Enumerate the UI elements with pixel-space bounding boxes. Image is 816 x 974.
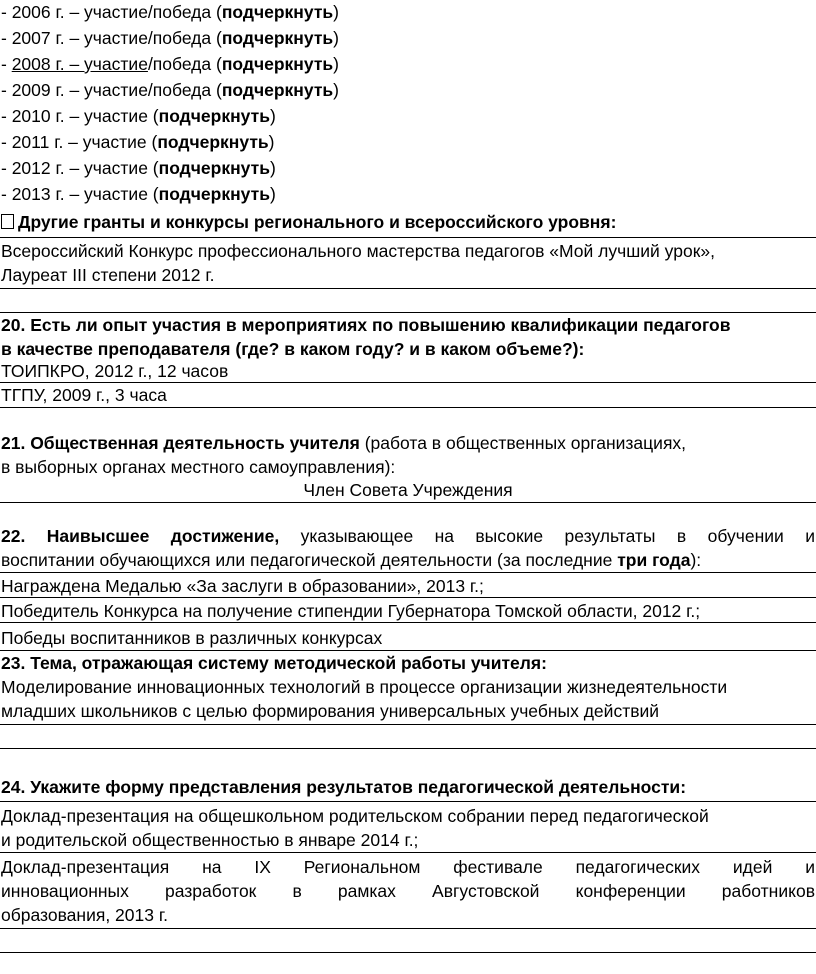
q20-heading-1: 20. Есть ли опыт участия в мероприятиях по повышению квалификации педагогов <box>1 315 731 335</box>
year-line <box>1 78 815 102</box>
divider <box>0 724 816 725</box>
divider <box>0 407 816 408</box>
q24-answer-2a: Доклад-презентация на IX Региональном фестивале педагогических идей и <box>1 857 815 877</box>
q24-answer-2b: инновационных разработок в рамках Августовской конференции работников <box>1 881 815 901</box>
year-line-mid: 2013 г. – участие ( <box>11 184 159 204</box>
year-line-post: ) <box>333 2 339 22</box>
q21-heading-1: 21. Общественная деятельность учителя (работа в общественных организациях, <box>1 433 687 453</box>
year-line-bold: подчеркнуть <box>221 2 334 22</box>
divider <box>0 952 816 953</box>
q20-answer-2: ТГПУ, 2009 г., 3 часа <box>1 385 167 405</box>
year-line-bold: подчеркнуть <box>158 106 270 126</box>
year-line-u1: 2008 г. – участие <box>11 54 148 74</box>
year-line-pre: - <box>1 184 12 204</box>
grants-line-1: Всероссийский Конкурс профессионального мастерства педагогов «Мой лучший урок», <box>1 241 715 261</box>
year-line-mid: 2009 г. – участие/победа ( <box>11 80 222 100</box>
divider <box>0 748 816 749</box>
grants-heading: Другие гранты и конкурсы регионального и всероссийского уровня: <box>1 210 815 234</box>
grants-line-2: Лауреат III степени 2012 г. <box>1 265 215 285</box>
divider <box>0 502 816 503</box>
year-line <box>1 104 815 128</box>
q22-answer-3: Победы воспитанников в различных конкурсах <box>1 628 383 648</box>
year-line <box>1 52 815 76</box>
year-line-pre: - <box>1 132 12 152</box>
year-line-bold: подчеркнуть <box>158 158 270 178</box>
year-line-post: ) <box>268 132 275 152</box>
year-line-bold: подчеркнуть <box>221 80 334 100</box>
q23-answer-1: Моделирование инновационных технологий в процессе организации жизнедеятельности <box>1 677 728 697</box>
year-line-pre: - <box>1 158 12 178</box>
checkbox-icon <box>1 214 14 229</box>
year-line-post: ) <box>333 80 339 100</box>
year-line-mid: 2011 г. – участие ( <box>11 132 158 152</box>
divider <box>0 801 816 802</box>
divider <box>0 237 816 238</box>
q22-answer-2: Победитель Конкурса на получение стипендии Губернатора Томской области, 2012 г.; <box>1 601 701 621</box>
year-line-post: ) <box>269 106 276 126</box>
divider <box>0 928 816 929</box>
q24-answer-2c: образования, 2013 г. <box>1 905 168 925</box>
year-line-mid: 2012 г. – участие ( <box>11 158 159 178</box>
q24-heading: 24. Укажите форму представления результатов педагогической деятельности: <box>1 777 687 797</box>
q23-heading: 23. Тема, отражающая систему методической работы учителя: <box>1 653 547 673</box>
q21-heading-2: в выборных органах местного самоуправления): <box>1 457 396 477</box>
year-line-pre: - <box>1 106 12 126</box>
divider <box>0 288 816 289</box>
q23-answer-2: младших школьников с целью формирования универсальных учебных действий <box>1 701 660 721</box>
year-line <box>1 0 815 24</box>
year-line-post: ) <box>333 54 339 74</box>
year-line-mid: /победа ( <box>147 54 222 74</box>
year-line-post: ) <box>269 184 276 204</box>
q24-answer-1b: и родительской общественностью в январе 2014 г.; <box>1 830 419 850</box>
year-line-pre: - <box>1 28 12 48</box>
q20-heading-2: в качестве преподавателя (где? в каком году? и в каком объеме?): <box>1 339 585 359</box>
year-line-mid: 2010 г. – участие ( <box>11 106 159 126</box>
divider <box>0 572 816 573</box>
divider <box>0 852 816 853</box>
year-line-pre: - <box>1 2 12 22</box>
year-line <box>1 26 815 50</box>
year-line-mid: 2006 г. – участие/победа ( <box>11 2 222 22</box>
q22-answer-1: Награждена Медалью «За заслуги в образовании», 2013 г.; <box>1 576 484 596</box>
q21-answer: Член Совета Учреждения <box>303 480 513 500</box>
year-line-post: ) <box>333 28 339 48</box>
q22-heading-2: воспитании обучающихся или педагогической деятельности (за последние три года): <box>1 550 702 570</box>
year-line-bold: подчеркнуть <box>221 54 334 74</box>
year-line-pre: - <box>1 54 12 74</box>
q22-heading-1: 22. Наивысшее достижение, указывающее на высокие результаты в обучении и <box>1 526 815 546</box>
year-line-pre: - <box>1 80 12 100</box>
year-line-bold: подчеркнуть <box>221 28 334 48</box>
year-line-post: ) <box>269 158 276 178</box>
divider <box>0 622 816 623</box>
year-line <box>1 182 815 206</box>
year-line <box>1 130 815 154</box>
year-line-bold: подчеркнуть <box>158 184 270 204</box>
divider <box>0 597 816 598</box>
q24-answer-1a: Доклад-презентация на общешкольном родительском собрании перед педагогической <box>1 806 709 826</box>
year-line <box>1 156 815 180</box>
q20-answer-1: ТОИПКРО, 2012 г., 12 часов <box>1 361 229 381</box>
year-line-bold: подчеркнуть <box>157 132 269 152</box>
year-line-mid: 2007 г. – участие/победа ( <box>11 28 222 48</box>
